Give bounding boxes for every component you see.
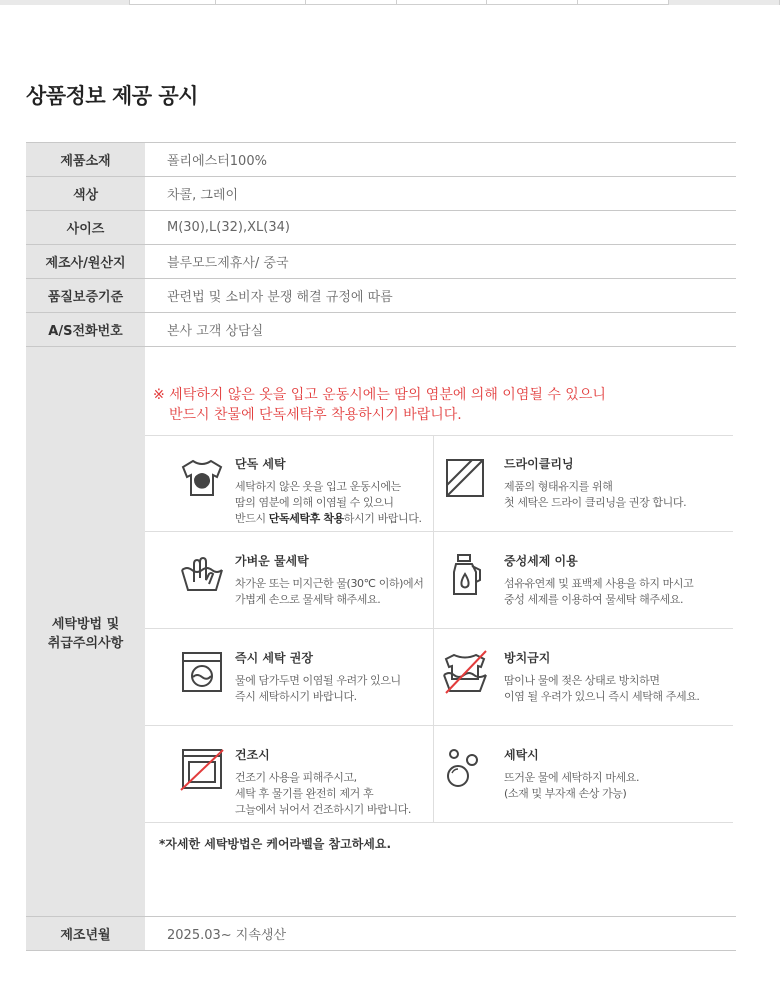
row-value: 차콜, 그레이 [145,177,736,211]
page-title: 상품정보 제공 공시 [26,84,198,108]
row-label: A/S전화번호 [26,313,145,347]
care-item-drying: 건조시 건조기 사용을 피해주시고, 세탁 후 물기를 완전히 제거 후 그늘에서 뉘어서 건조하시기 바랍니다. [145,726,433,822]
care-item-dry-clean: 드라이클리닝 제품의 형태유지를 위해 첫 세탁은 드라이 클리닝을 권장 합니다. [434,435,722,531]
dry-clean-icon [442,455,488,501]
table-row [26,917,736,951]
no-soak-icon [442,649,488,695]
table-row [26,177,736,211]
care-item-hand-wash: 가벼운 물세탁 차가운 또는 미지근한 물(30℃ 이하)에서 가볍게 손으로 물세탁 해주세요. [145,532,433,628]
top-tab-strip [0,0,780,5]
table-row [26,313,736,347]
care-item-immediate-wash: 즉시 세탁 권장 물에 담가두면 이염될 우려가 있으니 즉시 세탁하시기 바랍니다. [145,629,433,725]
row-label: 제조사/원산지 [26,245,145,279]
detergent-bottle-icon [442,552,488,598]
row-label: 제조년월 [26,917,145,951]
washing-machine-icon [179,649,225,695]
row-value: 블루모드제휴사/ 중국 [145,245,736,279]
row-label: 품질보증기준 [26,279,145,313]
product-info-table [26,142,736,951]
row-value: M(30),L(32),XL(34) [145,211,736,245]
row-value: 2025.03~ 지속생산 [145,917,736,951]
care-label: 세탁방법 및 취급주의사항 [26,347,145,917]
row-label: 제품소재 [26,143,145,177]
table-row [26,279,736,313]
table-row [26,245,736,279]
row-value: 본사 고객 상담실 [145,313,736,347]
bubbles-icon [442,746,488,792]
row-value: 관련법 및 소비자 분쟁 해결 규정에 따름 [145,279,736,313]
care-item-single-wash: 단독 세탁 세탁하지 않은 옷을 입고 운동시에는 땀의 염분에 의해 이염될 수 있으니 반드시 단독세탁후 착용하시기 바랍니다. [145,435,433,531]
hand-wash-icon [179,552,225,598]
table-row [26,211,736,245]
row-label: 색상 [26,177,145,211]
care-row [26,347,736,917]
tshirt-stain-icon [179,455,225,501]
care-item-no-soak: 방치금지 땀이나 물에 젖은 상태로 방치하면 이염 될 우려가 있으니 즉시 세탁해 주세요. [434,629,722,725]
table-row [26,143,736,177]
row-label: 사이즈 [26,211,145,245]
care-item-washing: 세탁시 뜨거운 물에 세탁하지 마세요. (소재 및 부자재 손상 가능) [434,726,722,822]
care-content [145,347,736,917]
care-label-note: *자세한 세탁방법은 케어라벨을 참고하세요. [159,837,392,851]
row-value: 폴리에스터100% [145,143,736,177]
care-warning: ※ 세탁하지 않은 옷을 입고 운동시에는 땀의 염분에 의해 이염될 수 있으니 반드시 찬물에 단독세탁후 착용하시기 바랍니다. [153,387,606,423]
care-item-neutral-detergent: 중성세제 이용 섬유유연제 및 표백제 사용을 하지 마시고 중성 세제를 이용하여 물세탁 해주세요. [434,532,722,628]
no-dryer-icon [179,746,225,792]
